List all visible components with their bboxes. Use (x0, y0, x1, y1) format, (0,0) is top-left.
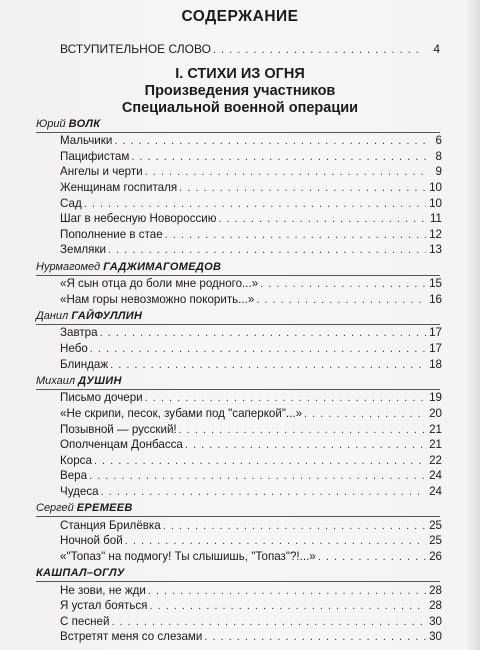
author-first-name: Сергей (36, 502, 74, 515)
author-last-name: ЕРЕМЕЕВ (76, 502, 133, 515)
dot-leader (318, 551, 426, 563)
toc-entry[interactable] (60, 630, 442, 647)
entry-title: Письмо дочери (60, 391, 143, 405)
toc-entry[interactable] (60, 228, 442, 245)
dot-leader (213, 44, 424, 56)
entry-title: Станция Брилёвка (60, 518, 161, 532)
toc-entry[interactable] (60, 438, 442, 455)
entry-page: 24 (429, 484, 442, 498)
entry-title: Пацифистам (60, 149, 130, 163)
dot-leader (94, 455, 426, 467)
entry-title: Земляки (60, 243, 107, 257)
dot-leader (108, 244, 426, 256)
entry-title: «Я сын отца до боли мне родного...» (60, 277, 259, 291)
entry-page: 4 (433, 42, 440, 56)
entry-title: Я устал бояться (60, 599, 148, 613)
dot-leader (89, 470, 426, 482)
entry-title: Ополченцам Донбасса (60, 438, 183, 452)
author-last-name: КАШПАЛ–ОГЛУ (36, 567, 125, 580)
entry-title: Мальчики (60, 134, 113, 148)
toc-entry[interactable] (60, 485, 442, 502)
entry-page: 10 (429, 180, 442, 194)
dot-leader (256, 294, 426, 306)
section-title-line-1: I. СТИХИ ИЗ ОГНЯ (175, 66, 305, 82)
entry-title: «Не скрипи, песок, зубами под "саперкой"...» (60, 406, 303, 420)
entry-title: Встретят меня со слезами (60, 630, 203, 644)
entry-page: 13 (429, 243, 442, 257)
entry-title: Не зови, не жди (60, 583, 146, 597)
dot-leader (100, 327, 426, 339)
entry-title: Пополнение в стае (60, 227, 163, 241)
toc-entry[interactable] (60, 391, 442, 408)
author-first-name: Данил (36, 310, 69, 323)
entry-title: Небо (60, 342, 88, 355)
toc-entry[interactable] (60, 293, 442, 310)
entry-page: 15 (429, 277, 442, 291)
toc-entry[interactable] (60, 134, 442, 151)
entry-title: «Нам горы невозможно покорить...» (60, 292, 255, 306)
toc-entry[interactable] (60, 584, 442, 601)
entry-page: 26 (429, 549, 442, 563)
entry-page: 11 (429, 212, 442, 226)
entry-page: 21 (429, 438, 442, 452)
dot-leader (163, 520, 426, 532)
toc-entry[interactable] (60, 519, 442, 536)
entry-title: Женщинам госпиталя (60, 180, 178, 194)
entry-title: Шаг в небесную Новороссию (60, 212, 217, 226)
author-last-name: ДУШИН (78, 375, 122, 388)
section-title (0, 66, 480, 117)
author-heading (36, 117, 440, 133)
author-first-name: Нурмагомед (36, 260, 101, 273)
entry-title: Завтра (60, 326, 98, 340)
entry-page: 17 (429, 342, 442, 355)
entry-page: 24 (429, 469, 442, 483)
dot-leader (204, 631, 426, 643)
dot-leader (179, 424, 426, 436)
dot-leader (145, 392, 426, 404)
author-heading (36, 374, 440, 390)
entry-page: 18 (429, 357, 442, 371)
entry-title: Блиндаж (60, 357, 109, 371)
author-heading (36, 501, 440, 517)
dot-leader (131, 151, 426, 163)
entry-page: 21 (429, 422, 442, 436)
entry-title: Ночной бой (60, 534, 123, 548)
entry-title: Позывной — русский! (60, 422, 177, 436)
dot-leader (179, 182, 426, 194)
toc-entry[interactable] (60, 326, 442, 343)
entry-page: 16 (429, 292, 442, 306)
entry-page: 20 (429, 406, 442, 420)
dot-leader (145, 166, 426, 178)
author-last-name: ГАДЖИМАГОМЕДОВ (103, 260, 222, 273)
entry-page: 17 (429, 326, 442, 340)
entry-page: 6 (435, 134, 442, 148)
toc-entry[interactable] (60, 181, 442, 198)
entry-page: 22 (429, 453, 442, 467)
entry-title: Чудеса (60, 484, 99, 498)
dot-leader (111, 616, 426, 628)
section-title-line-2: Произведения участников (144, 83, 336, 99)
author-last-name: ВОЛК (68, 117, 101, 130)
toc-entry[interactable] (60, 550, 442, 567)
entry-page: 28 (429, 583, 442, 597)
author-heading (36, 309, 440, 325)
entry-title: Сад (60, 196, 82, 210)
author-heading (36, 566, 440, 582)
entry-page: 19 (429, 391, 442, 405)
entry-page: 28 (429, 599, 442, 613)
author-heading (36, 260, 440, 276)
entry-title: «"Топаз" на подмогу! Ты слышишь, "Топаз"?!...» (60, 549, 316, 563)
entry-page: 10 (429, 196, 442, 210)
dot-leader (165, 229, 426, 241)
toc-entry-intro[interactable] (60, 42, 440, 56)
page-edge-shadow (466, 0, 480, 650)
entry-title: ВСТУПИТЕЛЬНОЕ СЛОВО (60, 42, 211, 56)
dot-leader (218, 213, 426, 225)
entry-title: Корса (60, 453, 92, 467)
author-last-name: ГАЙФУЛЛИН (71, 310, 143, 323)
entry-page: 30 (429, 614, 442, 628)
entry-page: 30 (429, 630, 442, 644)
dot-leader (101, 486, 426, 498)
dot-leader (110, 359, 426, 371)
dot-leader (148, 585, 426, 597)
dot-leader (90, 343, 426, 355)
entry-page: 8 (435, 149, 442, 163)
contents-heading: СОДЕРЖАНИЕ (181, 8, 299, 25)
dot-leader (125, 535, 426, 547)
dot-leader (304, 408, 426, 420)
toc-entry[interactable] (60, 243, 442, 260)
dot-leader (149, 600, 426, 612)
entry-page: 25 (429, 518, 442, 532)
entry-title: Ангелы и черти (60, 165, 143, 179)
section-title-line-3: Специальной военной операции (121, 100, 359, 116)
entry-title: С песней (60, 614, 110, 628)
author-first-name: Юрий (36, 117, 66, 130)
author-first-name: Михаил (36, 375, 76, 388)
dot-leader (260, 278, 426, 290)
entry-page: 25 (429, 534, 442, 548)
dot-leader (114, 135, 426, 147)
entry-page: 9 (435, 165, 442, 179)
entry-page: 12 (429, 227, 442, 241)
toc-entry[interactable] (60, 358, 442, 375)
dot-leader (185, 439, 426, 451)
dot-leader (84, 198, 426, 210)
entry-title: Вера (60, 469, 88, 483)
